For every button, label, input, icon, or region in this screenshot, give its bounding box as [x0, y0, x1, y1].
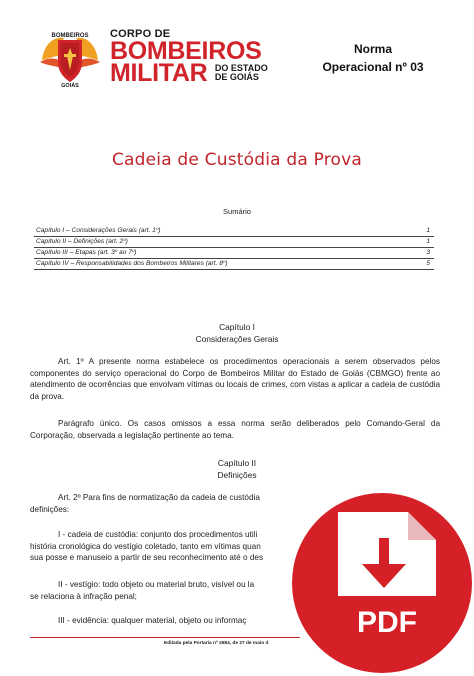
article-1: Art. 1º A presente norma estabelece os procedimentos operacionais a serem observados pelos componentes do serviço operacional do Corpo de Bombeiros Militar do Estado de Goiás (CBMGO) frente ao atendimento de ocorrências que envolvam vítimas ou locais de crimes, com vistas a aplicar a cadeia de custódia da prova.: [30, 357, 440, 401]
pdf-label: PDF: [357, 606, 417, 639]
definition-line: se relaciona à infração penal;: [30, 591, 137, 601]
toc-entry[interactable]: [34, 226, 434, 237]
definition-line: II - vestígio: todo objeto ou material bruto, visível ou la: [58, 580, 255, 589]
definition-line: sua posse e manuseio a partir de seu reconhecimento até o des: [30, 553, 264, 563]
emblem-text-bottom: GOIÁS: [61, 83, 79, 88]
toc-entry-label: Capítulo II – Definições (art. 2º): [36, 238, 128, 245]
table-of-contents: [34, 226, 434, 270]
logo-small-line1: DO ESTADO: [214, 63, 268, 73]
footer-text: Editada pela Portaria nº 2684, de 27 de maio d: [164, 641, 269, 646]
emblem-text-top: BOMBEIROS: [51, 33, 89, 39]
chapter1-title: Capítulo I: [219, 322, 255, 332]
toc-entry[interactable]: [34, 237, 434, 248]
document-title: Cadeia de Custódia da Prova: [111, 150, 363, 170]
logo-line-militar: MILITAR: [110, 59, 208, 87]
logo-small-text: [215, 64, 268, 82]
pdf-download-badge[interactable]: [290, 490, 474, 676]
chapter2-subtitle: Definições: [217, 470, 257, 480]
document-header: [30, 22, 450, 94]
toc-entry-page: 1: [426, 227, 430, 234]
footer-divider: [30, 637, 300, 638]
definition-line: história cronológica do vestígio coletado, tanto em vítimas quan: [30, 541, 261, 551]
sumario-heading: Sumário: [223, 207, 251, 216]
definition-line: I - cadeia de custódia: conjunto dos procedimentos utili: [58, 530, 258, 539]
definition-item-1: [30, 529, 290, 564]
chapter1-subtitle: Considerações Gerais: [195, 334, 279, 344]
toc-entry-page: 3: [426, 249, 430, 256]
definition-item-2: [30, 579, 290, 602]
norma-line1: Norma: [353, 42, 392, 56]
paragrafo-unico: Parágrafo único. Os casos omissos a essa norma serão deliberados pelo Comando-Geral da Corporação, observada a legislação pertinente ao tema.: [30, 419, 440, 440]
toc-entry-label: Capítulo IV – Responsabilidades dos Bombeiros Militares (art. 8º): [36, 260, 228, 267]
bombeiros-emblem-icon: [38, 26, 102, 88]
logo-line-corpo: CORPO DE: [110, 28, 171, 40]
logo-small-line2: DE GOIÁS: [214, 72, 259, 82]
toc-entry[interactable]: [34, 259, 434, 270]
norma-label: [298, 40, 448, 76]
chapter2-title: Capítulo II: [217, 458, 257, 468]
norma-line2: Operacional nº 03: [322, 60, 424, 74]
toc-entry-label: Capítulo III – Etapas (art. 3º ao 7º): [36, 249, 137, 256]
article-2: [30, 492, 290, 515]
logo-wordmark: [110, 28, 310, 86]
definition-item-3: [30, 615, 290, 627]
definition-line: III - evidência: qualquer material, objeto ou informaç: [58, 616, 247, 625]
logo-line-bombeiros: BOMBEIROS: [110, 37, 262, 65]
toc-entry-label: Capítulo I – Considerações Gerais (art. 1º): [36, 227, 161, 234]
toc-entry-page: 1: [426, 238, 430, 245]
toc-entry-page: 5: [426, 260, 430, 267]
article-2-line: Art. 2º Para fins de normatização da cadeia de custódia: [58, 493, 260, 502]
article-2-line: definições:: [30, 504, 70, 514]
toc-entry[interactable]: [34, 248, 434, 259]
